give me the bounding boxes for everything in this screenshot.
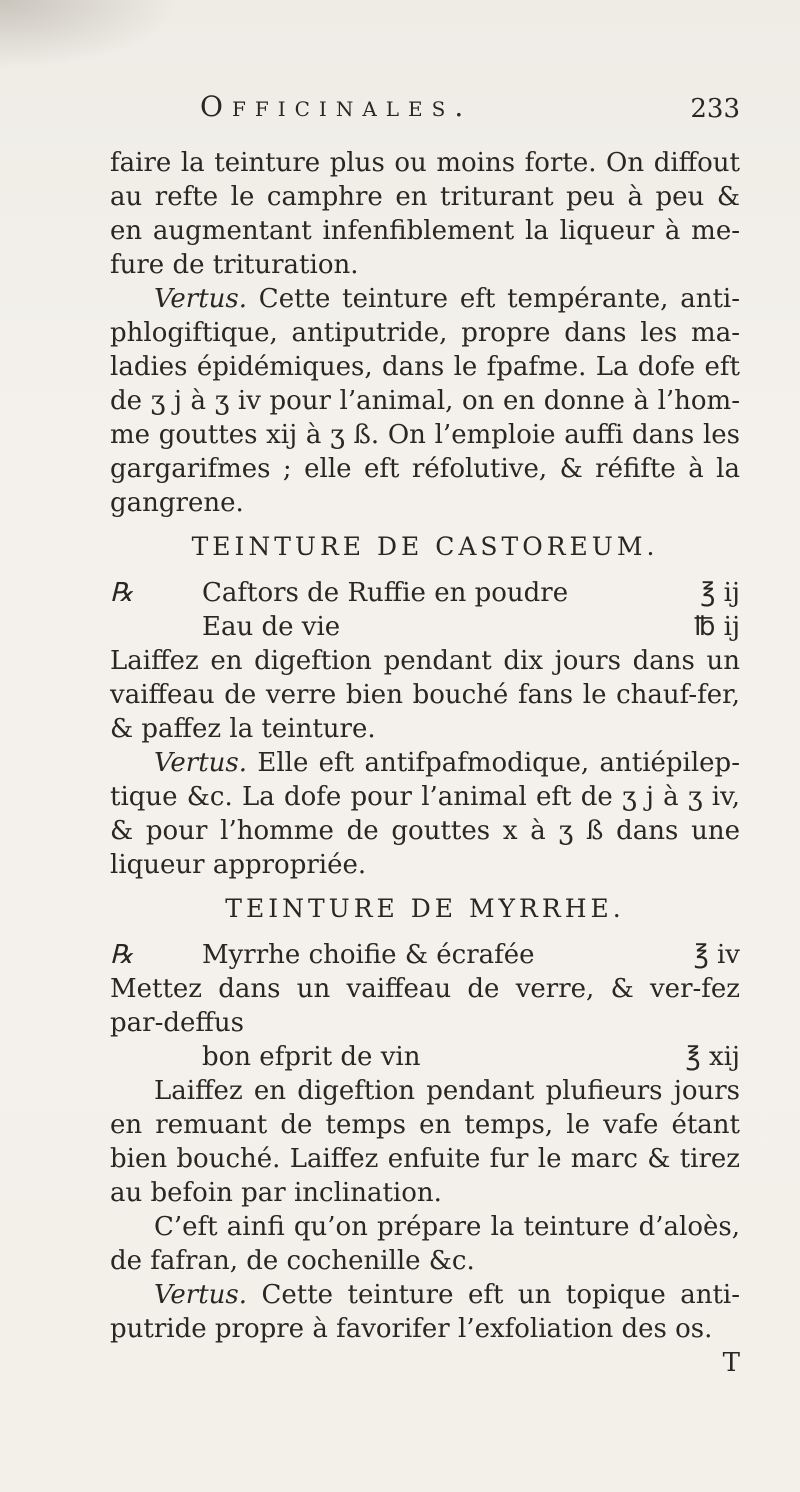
quantity: ℥ iv: [693, 940, 740, 970]
recipe-line-1: [110, 576, 740, 610]
signature-mark: T: [722, 1348, 740, 1378]
page-content: [110, 90, 740, 1378]
ingredient: Myrrhe choifie & écrafée: [202, 940, 535, 970]
page-number: 233: [690, 94, 740, 124]
section-heading-myrrhe: TEINTURE DE MYRRHE.: [225, 894, 625, 923]
paragraph-vertus-castoreum: [110, 746, 740, 882]
paragraph-vertus-camphre: [110, 282, 740, 520]
page-edge-shadow: [0, 0, 180, 70]
vertus-text: Cette teinture eft un topique anti-putride propre à favorifer l’exfoliation des os.: [110, 1280, 740, 1344]
vertus-label: Vertus.: [154, 1280, 248, 1310]
paragraph-continuation: faire la teinture plus ou moins forte. On diffout au refte le camphre en triturant peu à peu & en augmentant infenfiblement la liqueur à me-fure de trituration.: [110, 148, 740, 280]
vertus-text: Cette teinture eft tempérante, anti-phlogiftique, antiputride, propre dans les ma-ladies épidémiques, dans le fpafme. La dofe eft de ʒ j à ʒ iv pour l’animal, on en donne à l’hom-me gouttes xij à ʒ ß. On l’emploie auffi dans les gargarifmes ; elle eft réfolutive, & réfifte à la gangrene.: [110, 284, 740, 518]
recipe-symbol: ℞: [110, 578, 134, 608]
paragraph-note: C’eft ainfi qu’on prépare la teinture d’aloès, de fafran, de cochenille &c.: [110, 1212, 740, 1276]
ingredient: bon efprit de vin: [202, 1042, 421, 1072]
recipe-line-2: [110, 1040, 740, 1074]
running-header: [110, 90, 740, 146]
running-title: Officinales.: [200, 90, 473, 123]
quantity: ℥ ij: [700, 578, 740, 608]
section-heading-castoreum: TEINTURE DE CASTOREUM.: [191, 532, 659, 561]
recipe-line-1: [110, 938, 740, 972]
vertus-label: Vertus.: [154, 748, 248, 778]
paragraph-vertus-myrrhe: [110, 1278, 740, 1346]
quantity: ℔ ij: [694, 612, 740, 642]
vertus-label: Vertus.: [154, 284, 248, 314]
ingredient: Caftors de Ruffie en poudre: [202, 578, 569, 608]
paragraph-method-castoreum: Laiffez en digeftion pendant dix jours dans un vaiffeau de verre bien bouché fans le chauf-fer, & paffez la teinture.: [110, 646, 740, 744]
recipe-line-2: [110, 610, 740, 644]
recipe-symbol: ℞: [110, 940, 134, 970]
vertus-text: Elle eft antifpafmodique, antiépilep-tique &c. La dofe pour l’animal eft de ʒ j à ʒ iv, & pour l’homme de gouttes x à ʒ ß dans une liqueur appropriée.: [110, 748, 740, 880]
paragraph-method-myrrhe: Laiffez en digeftion pendant plufieurs jours en remuant de temps en temps, le vafe étant bien bouché. Laiffez enfuite fur le marc & tirez au befoin par inclination.: [110, 1076, 740, 1208]
quantity: ℥ xij: [685, 1042, 740, 1072]
paragraph-instruction: Mettez dans un vaiffeau de verre, & ver-fez par-deffus: [110, 974, 740, 1038]
ingredient: Eau de vie: [202, 612, 341, 642]
